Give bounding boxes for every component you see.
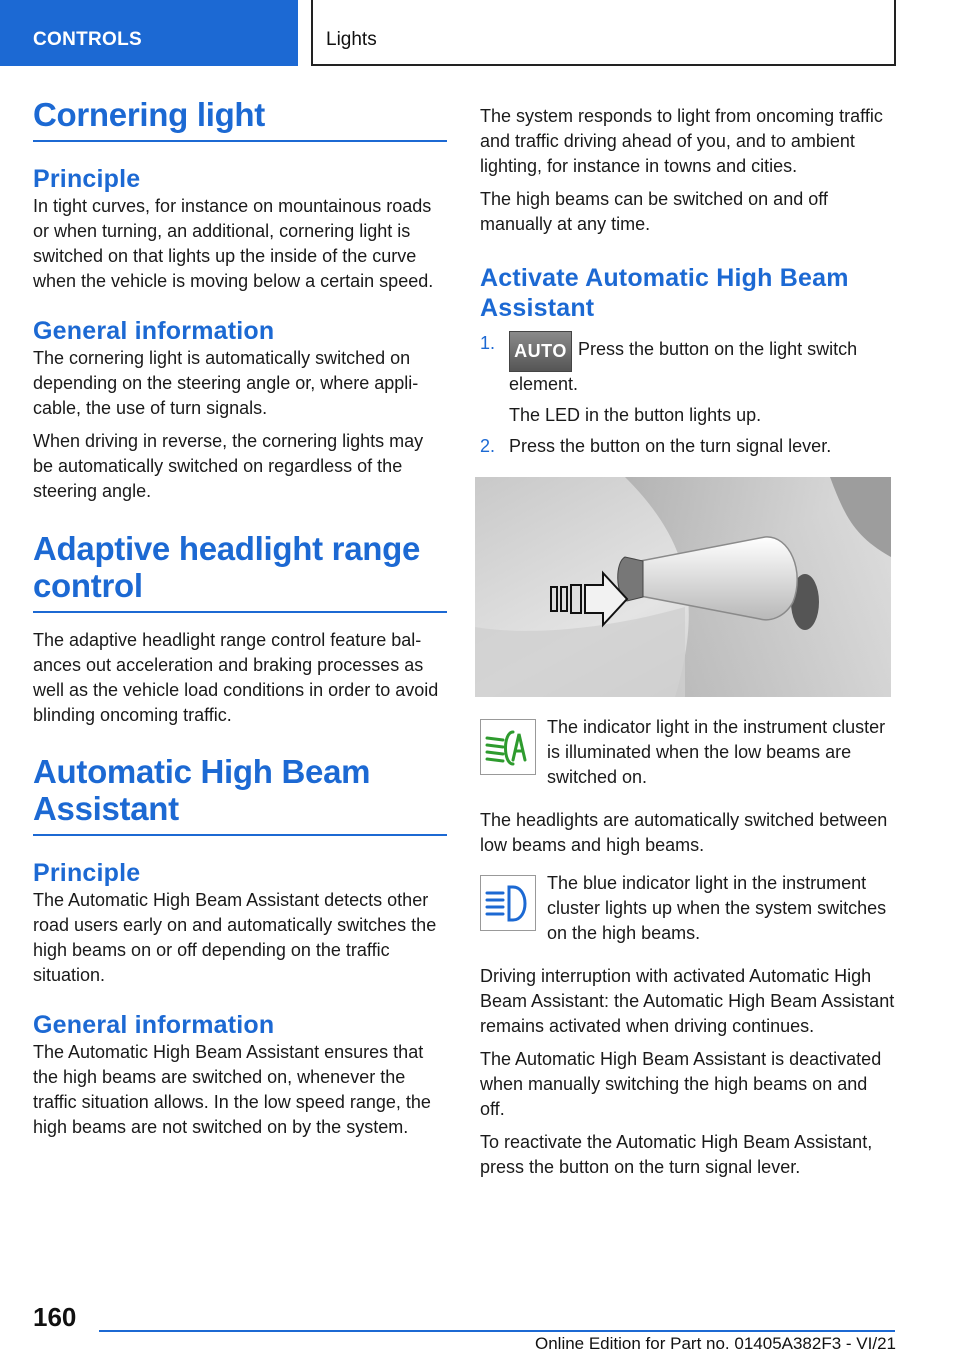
footer-divider bbox=[99, 1330, 895, 1332]
high-beam-indicator-icon bbox=[480, 875, 536, 931]
step-1-number: 1. bbox=[480, 333, 496, 353]
cornering-light-title: Cornering light bbox=[33, 96, 447, 142]
chapter-header bbox=[311, 0, 896, 66]
cornering-general-p1: The cornering light is automatically switched on depending on the steering angle or, where applicable, the use of turn signals. bbox=[33, 348, 419, 418]
turn-signal-lever-illustration bbox=[475, 477, 891, 697]
cornering-principle-text: In tight curves, for instance on mountainous roads or when turning, an additional, cornering light is switched on that lights up the inside of the curve when the vehicle is moving below a certain speed. bbox=[33, 196, 434, 291]
deactivate-text: The Automatic High Beam Assistant is deactivated when manually switching the high beams on and off. bbox=[480, 1049, 882, 1119]
ahba-principle-text: The Automatic High Beam Assistant detects other road users early on and automatically switches the high beams on or off depending on the traffic situation. bbox=[33, 890, 437, 985]
high-beam-indicator-row bbox=[480, 871, 896, 947]
section-label: CONTROLS bbox=[33, 29, 143, 50]
right-column bbox=[480, 104, 896, 1180]
turn-signal-lever-image bbox=[475, 477, 891, 697]
edition-text: Online Edition for Part no. 01405A382F3 - VI/21 bbox=[534, 1334, 896, 1353]
section-tab bbox=[0, 0, 298, 66]
interruption-text: Driving interruption with activated Automatic High Beam Assistant: the Automatic High Beam Assistant remains activated when driving continues. bbox=[480, 966, 895, 1036]
step-2-text: Press the button on the turn signal lever. bbox=[509, 436, 832, 456]
left-column bbox=[33, 96, 447, 1140]
step-2 bbox=[480, 434, 896, 459]
auto-button-icon: AUTO bbox=[509, 331, 572, 372]
activation-steps bbox=[480, 331, 896, 459]
activate-heading: Activate Automatic High Beam Assistant bbox=[480, 264, 849, 322]
intro-p1: The system responds to light from oncoming traffic and traffic driving ahead of you, and to ambient lighting, for instance in towns and cities. bbox=[480, 106, 883, 176]
page-number: 160 bbox=[33, 1302, 77, 1332]
intro-p2: The high beams can be switched on and off manually at any time. bbox=[480, 189, 828, 234]
ahba-general-heading: General information bbox=[33, 1011, 275, 1039]
low-beam-indicator-row bbox=[480, 715, 896, 791]
step-1-text: Press the button on the light switch element. bbox=[509, 339, 858, 394]
step-2-number: 2. bbox=[480, 436, 496, 456]
cornering-general-p2: When driving in reverse, the cornering lights may be automatically switched on regardless of the steering angle. bbox=[33, 431, 424, 501]
ahba-general-text: The Automatic High Beam Assistant ensures that the high beams are switched on, whenever the traffic situation allows. In the low speed range, the high beams are not switched on by the system. bbox=[33, 1042, 431, 1137]
cornering-general-heading: General information bbox=[33, 317, 275, 345]
reactivate-text: To reactivate the Automatic High Beam Assistant, press the button on the turn signal lever. bbox=[480, 1132, 873, 1177]
ahba-title: Automatic High Beam Assistant bbox=[33, 753, 447, 836]
auto-switch-text: The headlights are automatically switched between low beams and high beams. bbox=[480, 810, 888, 855]
step-1 bbox=[480, 331, 896, 428]
adaptive-headlight-text: The adaptive headlight range control feature balances out acceleration and braking processes as well as the vehicle load conditions in order to avoid blinding oncoming traffic. bbox=[33, 630, 439, 725]
cornering-principle-heading: Principle bbox=[33, 165, 141, 193]
ahba-principle-heading: Principle bbox=[33, 859, 141, 887]
chapter-label: Lights bbox=[326, 29, 377, 50]
low-beam-indicator-text: The indicator light in the instrument cluster is illuminated when the low beams are switched on. bbox=[547, 717, 886, 787]
high-beam-indicator-text: The blue indicator light in the instrument cluster lights up when the system switches on the high beams. bbox=[547, 873, 887, 943]
low-beam-indicator-icon bbox=[480, 719, 536, 775]
step-1-subtext: The LED in the button lights up. bbox=[509, 405, 762, 425]
adaptive-headlight-title: Adaptive headlight range control bbox=[33, 530, 447, 613]
